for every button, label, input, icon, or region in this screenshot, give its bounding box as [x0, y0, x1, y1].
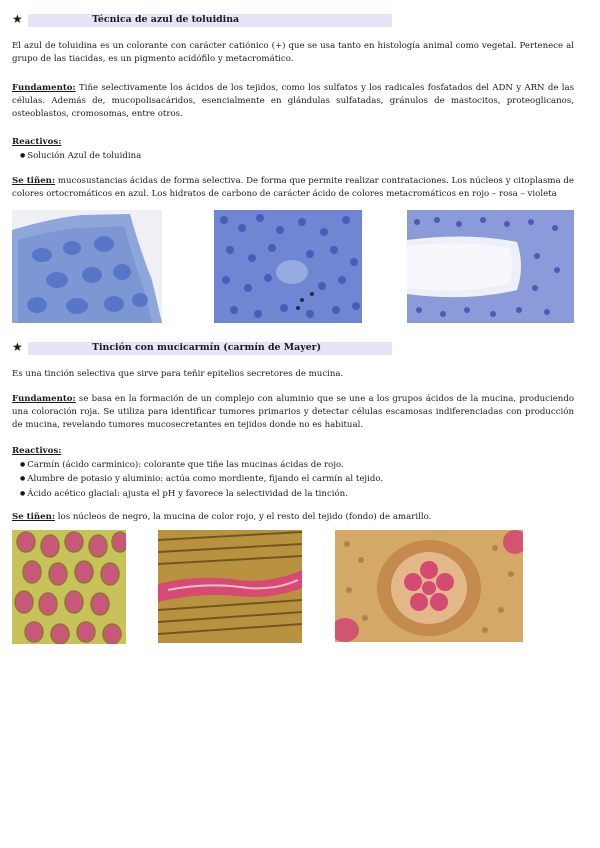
se-tinen-label: Se tiñen: [12, 176, 56, 186]
reactivo-item: ● Carmín (ácido carmínico): colorante que tiñe las mucinas ácidas de rojo. [20, 458, 574, 472]
fundamento-text: se basa en la formación de un complejo con aluminio que se une a los grupos ácidos de la mucina, produciendo una coloración roja. Se utiliza para identificar tumores primarios y detectar células escamosas indiferenciadas con producción de mucina, revelando tumores mucosecretantes en tejidos donde no es habitual. [12, 394, 574, 431]
toluidine-micrograph-2 [214, 210, 362, 323]
reactivo-item: ● Ácido acético glacial: ajusta el pH y favorece la selectividad de la tinción. [20, 487, 574, 501]
section1-title-band [28, 14, 392, 27]
section2-fundamento [12, 393, 574, 433]
se-tinen-text: mucosustancias ácidas de forma selectiva. De forma que permite realizar contrataciones. Los núcleos y citoplasma de colores ortocromáticos en azul. Los hidratos de carbono de carácter ácido de colores metacromáticos en rojo – rosa – violeta [12, 176, 574, 200]
fundamento-text: Tiñe selectivamente los ácidos de los tejidos, como los sulfatos y los radicales fosfatados del ADN y ARN de las células. Además de, mucopolisacáridos, esencialmente en glándulas sulfatadas, gránulos de mastocitos, proteoglicanos, osteoblastos, cromosomas, entre otros. [12, 83, 574, 120]
reactivo-item: ● Alumbre de potasio y aluminio: actúa como mordiente, fijando el carmín al tejido. [20, 472, 574, 486]
reactivos-list [12, 149, 574, 163]
section2-title-band [28, 342, 392, 355]
toluidine-micrograph-1 [12, 210, 162, 323]
mucicarmine-micrograph-1 [12, 530, 126, 644]
section1-header [12, 13, 392, 27]
reactivos-list [12, 458, 574, 501]
fundamento-label: Fundamento: [12, 83, 76, 93]
reactivo-item: ● Solución Azul de toluidina [20, 149, 574, 163]
toluidine-micrograph-3 [407, 210, 574, 323]
section2-title: Tinción con mucicarmín (carmín de Mayer) [92, 342, 322, 354]
mucicarmine-micrograph-3 [335, 530, 523, 642]
section1-fundamento [12, 82, 574, 122]
se-tinen-label: Se tiñen: [12, 512, 56, 522]
se-tinen-text: los núcleos de negro, la mucina de color rojo, y el resto del tejido (fondo) de amarillo. [55, 512, 432, 522]
mucicarmine-micrograph-2 [158, 530, 302, 643]
section2-header [12, 341, 392, 355]
section2-reactivos [12, 445, 574, 501]
section1-reactivos [12, 136, 574, 163]
section1-se-tinen [12, 175, 574, 201]
reactivos-label: Reactivos: [12, 446, 62, 456]
section2-intro: Es una tinción selectiva que sirve para teñir epitelios secretores de mucina. [12, 369, 344, 379]
section1-intro: El azul de toluidina es un colorante con carácter catiónico (+) que se usa tanto en histología animal como vegetal. Pertenece al grupo de las tiacidas, es un pigmento acidófilo y metacromático. [12, 41, 574, 65]
star-icon: ★ [12, 12, 23, 27]
section2-se-tinen [12, 511, 574, 524]
section1-title: Técnica de azul de toluidina [92, 14, 240, 26]
reactivos-label: Reactivos: [12, 137, 62, 147]
fundamento-label: Fundamento: [12, 394, 76, 404]
star-icon: ★ [12, 340, 23, 355]
